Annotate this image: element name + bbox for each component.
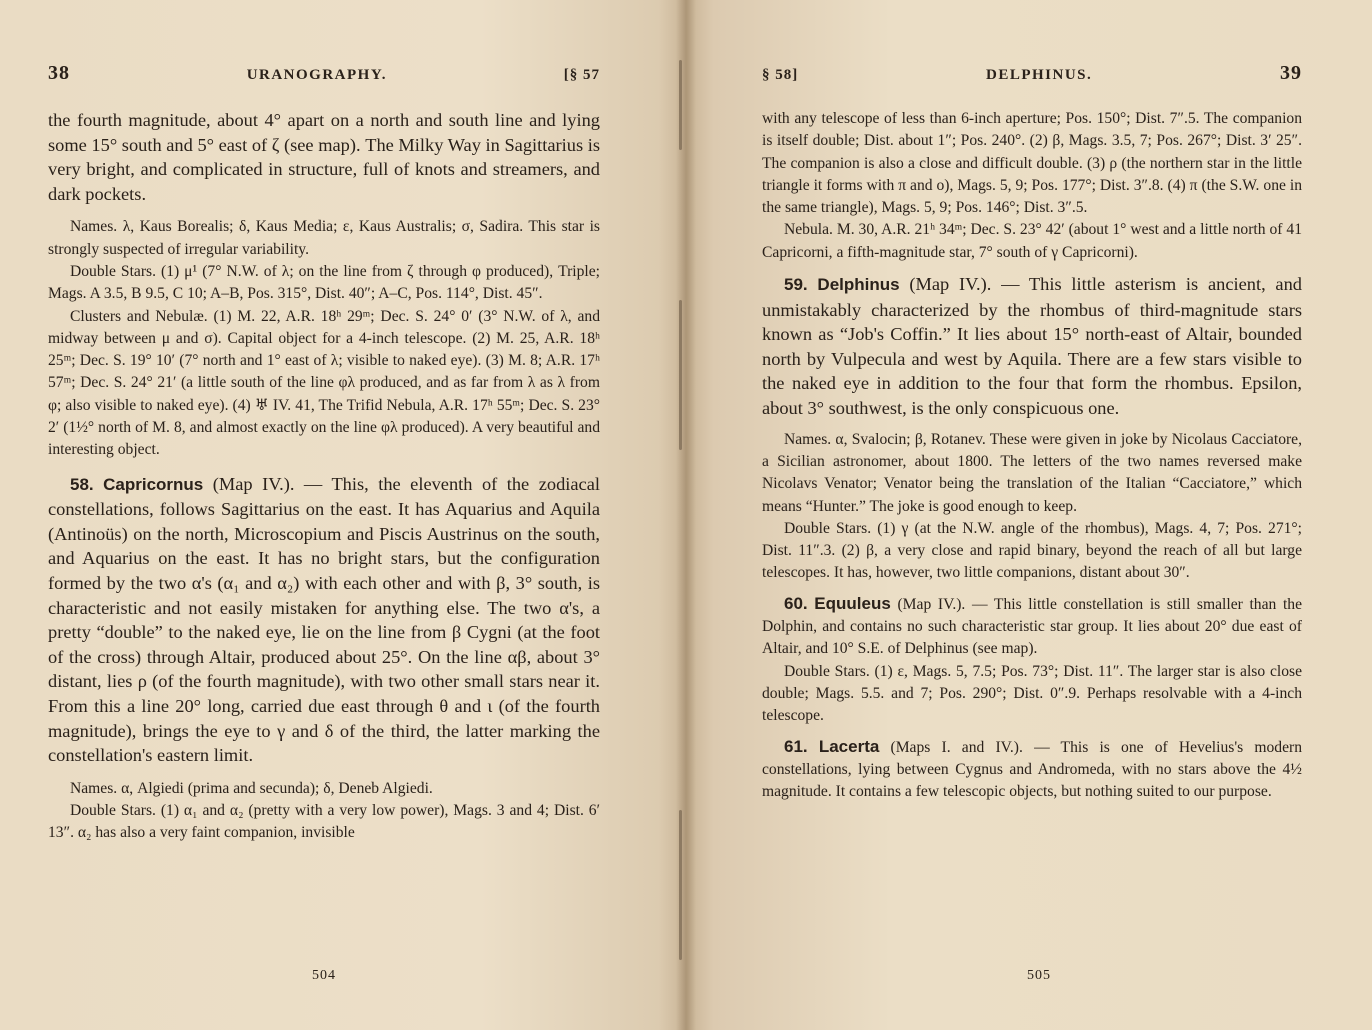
section-text: (Map IV.). — This little asterism is ancient, and unmistakably characterized by the rhombus of third-magnitude stars known as “Job's Coffin.” It lies about 15° north-east of Altair, bounded north by Vulpecula and west by Aquila. There are a few stars visible to the naked eye in addition to the four that form the rhombus. Epsilon, about 3° southwest, is the only conspicuous one.	[762, 274, 1302, 419]
double-stars-paragraph: Double Stars. (1) μ¹ (7° N.W. of λ; on the line from ζ through φ produced), Triple; Mags. A 3.5, B 9.5, C 10; A–B, Pos. 315°, Dist. 40″; A–C, Pos. 114°, Dist. 45″.	[48, 262, 600, 303]
left-section-ref: [§ 57	[563, 67, 600, 83]
section-number: 60.	[784, 593, 808, 613]
left-running-head: URANOGRAPHY.	[246, 67, 388, 83]
constellation-name: Lacerta	[818, 736, 880, 756]
left-footer: 504	[312, 968, 336, 983]
paragraph: with any telescope of less than 6-inch aperture; Pos. 150°; Dist. 7″.5. The companion is itself double; Dist. about 1″; Pos. 240°. (2) β, Mags. 3.5, 7; Pos. 267°; Dist. 3′ 25″. The companion is also a close and difficult double. (3) ρ (the northern star in the little triangle it forms with π and o), Mags. 5, 9; Pos. 177°; Dist. 3″.8. (4) π (the S.W. one in the same triangle), Mags. 5, 9; Pos. 146°; Dist. 3″.5.	[762, 110, 1302, 217]
left-header	[48, 62, 600, 85]
section-59	[762, 272, 1302, 421]
nebula-paragraph: Nebula. M. 30, A.R. 21ʰ 34ᵐ; Dec. S. 23° 42′ (about 1° west and a little north of 41 Capricorni, a fifth-magnitude star, 7° south of γ Capricorni).	[762, 221, 1302, 261]
names-paragraph: Names. α, Algiedi (prima and secunda); δ, Deneb Algiedi.	[70, 779, 433, 797]
right-page	[686, 0, 1372, 1030]
right-page-number: 39	[1280, 62, 1302, 84]
section-58	[48, 472, 600, 768]
constellation-name: Capricornus	[103, 474, 204, 494]
section-text: (Maps I. and IV.). — This is one of Hevelius's modern constellations, lying between Cygnus and Andromeda, with no stars above the 4½ magnitude. It contains a few telescopic objects, but nothing suited to our purpose.	[762, 738, 1302, 801]
binding-thread	[679, 810, 682, 960]
left-body	[48, 108, 600, 845]
section-60	[762, 593, 1302, 661]
constellation-name: Equuleus	[814, 593, 891, 613]
right-running-head: DELPHINUS.	[985, 67, 1093, 83]
constellation-name: Delphinus	[817, 275, 900, 295]
right-header	[762, 62, 1302, 85]
section-text: (Map IV.). — This little constellation is still smaller than the Dolphin, and contains no such characteristic star group. It lies about 20° due east of Altair, and 10° S.E. of Delphinus (see map).	[762, 595, 1303, 658]
section-number: 61.	[784, 736, 808, 756]
right-footer: 505	[1027, 968, 1051, 983]
section-61	[762, 736, 1302, 804]
double-stars-paragraph: Double Stars. (1) ε, Mags. 5, 7.5; Pos. 73°; Dist. 11″. The larger star is also close double; Mags. 5.5. and 7; Pos. 290°; Dist. 0″.9. Perhaps resolvable with a 4-inch telescope.	[762, 662, 1302, 725]
section-number: 58.	[70, 474, 94, 494]
right-section-ref: § 58]	[762, 67, 799, 83]
right-body	[762, 108, 1302, 803]
names-paragraph: Names. α, Svalocin; β, Rotanev. These were given in joke by Nicolaus Cacciatore, a Sicilian astronomer, about 1800. The letters of the two names reversed make Nicolavs Venator; Venator being the translation of the Italian “Cacciatore,” which means “Hunter.” The joke is good enough to keep.	[762, 430, 1302, 515]
binding-thread	[679, 300, 682, 450]
clusters-paragraph: Clusters and Nebulæ. (1) M. 22, A.R. 18ʰ 29ᵐ; Dec. S. 24° 0′ (3° N.W. of λ, and midway between μ and σ). Capital object for a 4-inch telescope. (2) M. 25, A.R. 18ʰ 25ᵐ; Dec. S. 19° 10′ (7° north and 1° east of λ; visible to naked eye). (3) M. 8; A.R. 17ʰ 57ᵐ; Dec. S. 24° 21′ (a little south of the line φλ produced, and as far from λ as λ from φ; also visible to naked eye). (4) ♅ IV. 41, The Trifid Nebula, A.R. 17ʰ 55ᵐ; Dec. S. 23° 2′ (1½° north of M. 8, and almost exactly on the line φλ produced). A very beautiful and interesting object.	[48, 307, 600, 459]
double-stars-paragraph: Double Stars. (1) α₁ and α₂ (pretty with a very low power), Mags. 3 and 4; Dist. 6′ 13″. α₂ has also a very faint companion, invisible	[48, 802, 600, 842]
double-stars-paragraph: Double Stars. (1) γ (at the N.W. angle of the rhombus), Mags. 4, 7; Pos. 271°; Dist. 11″.3. (2) β, a very close and rapid binary, beyond the reach of all but large telescopes. It has, however, two little companions, distant about 30″.	[762, 519, 1302, 582]
left-page-number: 38	[48, 62, 70, 84]
names-paragraph: Names. λ, Kaus Borealis; δ, Kaus Media; ε, Kaus Australis; σ, Sadira. This star is strongly suspected of irregular variability.	[48, 218, 600, 258]
section-text: (Map IV.). — This, the eleventh of the zodiacal constellations, follows Sagittarius on the east. It has Aquarius and Aquila (Antinoüs) on the north, Microscopium and Piscis Austrinus on the south, and Aquarius on the east. It has no bright stars, but the configuration formed by the two α's (α₁ and α₂) with each other and with β, 3° south, is characteristic and not easily mistaken for anything else. The two α's, a pretty “double” to the naked eye, lie on the line from β Cygni (at the foot of the cross) through Altair, produced about 25°. On the line αβ, about 3° distant, lies ρ (of the fourth magnitude), with two other small stars near it. From this a line 20° long, carried due east through θ and ι (of the fourth magnitude), brings the eye to γ and δ of the third, the latter marking the constellation's eastern limit.	[48, 473, 600, 766]
paragraph: the fourth magnitude, about 4° apart on a north and south line and lying some 15° south and 5° east of ζ (see map). The Milky Way in Sagittarius is very bright, and complicated in structure, full of knots and streamers, and dark pockets.	[48, 110, 600, 204]
section-number: 59.	[784, 275, 808, 295]
binding-thread	[679, 60, 682, 150]
